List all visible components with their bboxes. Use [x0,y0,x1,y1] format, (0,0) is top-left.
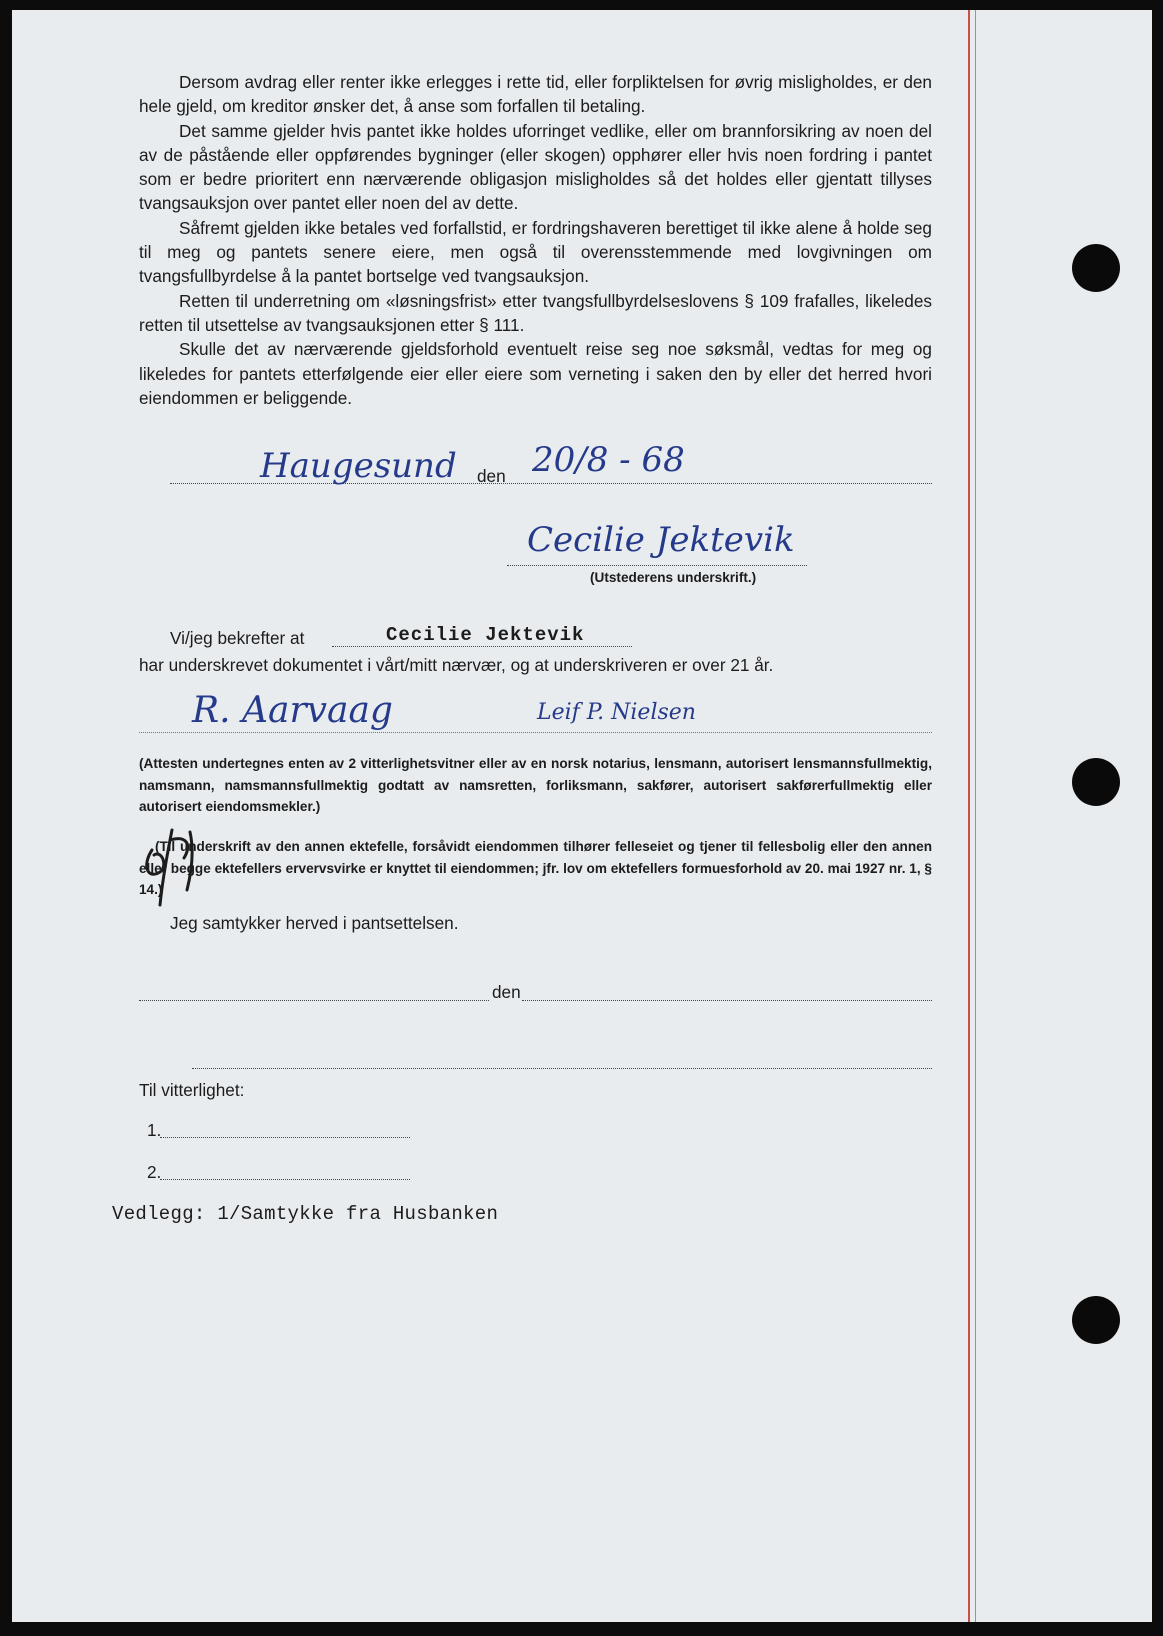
vitterlighet-title: Til vitterlighet: [139,1080,245,1100]
vitterlighet-line-1-label: 1. [147,1120,162,1140]
binder-hole [1072,758,1120,806]
paragraph-venue: Skulle det av nærværende gjeldsforhold eventuelt reise seg noe søksmål, vedtas for meg og likeledes for pantets etterfølgende eier eller eiere som verneting i saken den by eller det herred hvori eiendommen er beliggende. [139,339,932,408]
red-margin-line [968,10,970,1622]
paragraph-notice: Retten til underretning om «løsningsfrist» etter tvangsfullbyrdelseslovens § 109 frafalles, likeledes retten til utsettelse av tvangsauksjonen etter § 111. [139,290,932,335]
issuer-signature-line [507,565,807,566]
consent-text: Jeg samtykker herved i pantsettelsen. [170,913,459,933]
consent-date-line [522,1000,932,1001]
issuer-signature: Cecilie Jektevik [527,520,795,560]
terms-body [139,70,932,410]
attachment-note: Vedlegg: 1/Samtykke fra Husbanken [112,1203,499,1225]
vitterlighet-line-2-label: 2. [147,1162,162,1182]
witness-signature-2: Leif P. Nielsen [537,700,696,725]
date-handwritten: 20/8 - 68 [532,440,685,480]
vitterlighet-line-1 [160,1137,410,1138]
spouse-initials-mark [132,810,222,915]
witness-confirm-label: Vi/jeg bekrefter at [170,628,305,648]
paragraph-insurance: Det samme gjelder hvis pantet ikke holdes uforringet vedlike, eller om brannforsikring av noen del av de påstående eller oppførendes bygninger (eller skogen) opphører eller hvis noen fordring i pantet som er bedre prioritert enn nærværende obligasjon misligholdes så det holdes eller gjentatt tillyses tvangsauksjon over pantet eller noen del av dette. [139,120,932,214]
document-page [12,10,1152,1622]
witness-statement: har underskrevet dokumentet i vårt/mitt nærvær, og at underskriveren er over 21 år. [139,655,774,675]
consent-den-label: den [492,982,521,1002]
vitterlighet-line-2 [160,1179,410,1180]
witness-typed-name: Cecilie Jektevik [386,624,585,646]
attest-note-text: (Attesten undertegnes enten av 2 vitterlighetsvitner eller av en norsk notarius, lensmann, autorisert lensmannsfullmektig, namsmann, namsmannsfullmektig godtatt av namsretten, forliksmann, sakfører, autorisert sakførerfullmektig eller autorisert eiendomsmekler.) [139,756,932,814]
issuer-signature-caption: (Utstederens underskrift.) [590,570,757,585]
witness-name-line [332,646,632,647]
binder-hole [1072,244,1120,292]
consent-signature-line [192,1068,932,1069]
spouse-note-text: (Til underskrift av den annen ektefelle, forsåvidt eiendommen tilhører felleseiet og tjener til fellesbolig eller den annen eller begge ektefellers ervervsvirke er knyttet til eiendommen; jfr. lov om ektefellers formuesforhold av 20. mai 1927 nr. 1, § 14.) [139,839,932,897]
red-margin-line-inner [975,10,976,1622]
place-handwritten: Haugesund [260,446,457,486]
spouse-note [139,836,932,901]
witness-signature-line [139,732,932,733]
paragraph-default: Dersom avdrag eller renter ikke erlegges i rette tid, eller forpliktelsen for øvrig misligholdes, er den hele gjeld, om kreditor ønsker det, å anse som forfallen til betaling. [139,72,932,117]
consent-place-line [139,1000,489,1001]
witness-signature-1: R. Aarvaag [192,690,393,731]
den-label: den [477,466,506,486]
binder-hole [1072,1296,1120,1344]
attest-note [139,753,932,818]
paragraph-enforcement: Såfremt gjelden ikke betales ved forfallstid, er fordringshaveren berettiget til ikke alene å holde seg til meg og pantets senere eiere, men også til overensstemmende med lovgivningen om tvangsfullbyrdelse å la pantet bortselge ved tvangsauksjon. [139,217,932,287]
